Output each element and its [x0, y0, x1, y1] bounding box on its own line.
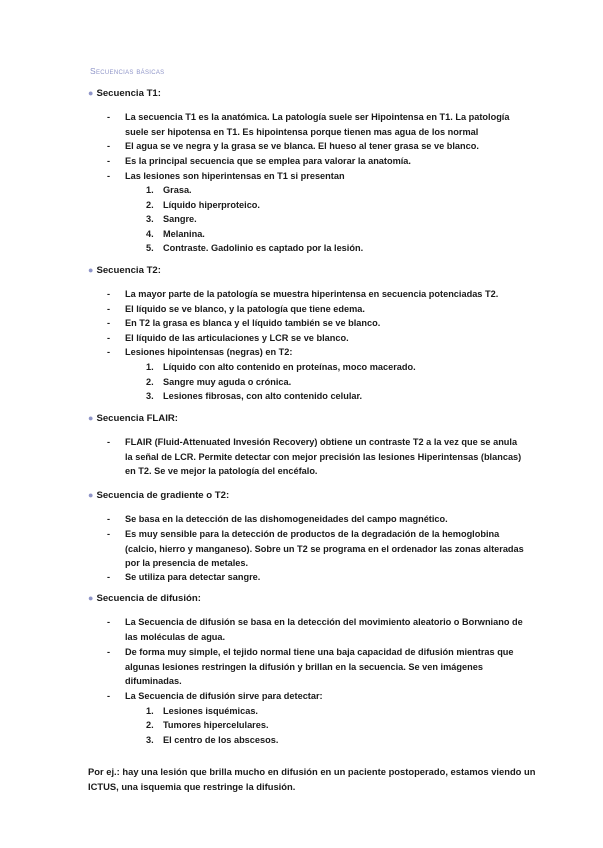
list-item: - De forma muy simple, el tejido normal tiene una baja capacidad de difusión mientras que algunas lesiones restringen la difusión y brillan en la secuencia. Se ven imágenes difuminadas. [107, 647, 514, 686]
list-item: - El líquido se ve blanco, y la patología que tiene edema. [107, 304, 365, 314]
list-item: - En T2 la grasa es blanca y el líquido también se ve blanco. [107, 318, 381, 328]
list-item: - La mayor parte de la patología se muestra hiperintensa en secuencia potenciadas T2. [107, 289, 499, 299]
section-title-gradiente: ● Secuencia de gradiente o T2: [88, 490, 230, 501]
list-item: - Se basa en la detección de las dishomogeneidades del campo magnético. [107, 514, 448, 524]
numbered-item: 5. Contraste. Gadolinio es captado por la lesión. [146, 243, 364, 253]
section-heading: Secuencias básicas [90, 66, 165, 76]
numbered-item: 1. Líquido con alto contenido en proteínas, moco macerado. [146, 362, 416, 372]
list-item: - FLAIR (Fluid-Attenuated Invesión Recovery) obtiene un contraste T2 a la vez que se anula la señal de LCR. Permite detectar con mejor precisión las lesiones Hiperintensas (blancas) en T2. Se ve mejor la patología del encéfalo. [107, 437, 522, 476]
example-note: Por ej.: hay una lesión que brilla mucho en difusión en un paciente postoperado, estamos viendo un ICTUS, una isquemia que restringe la difusión. [88, 766, 536, 792]
bullet-icon: ● [88, 265, 94, 275]
numbered-item: 1. Grasa. [146, 185, 192, 195]
bullet-icon: ● [88, 88, 94, 98]
numbered-item: 4. Melanina. [146, 229, 205, 239]
list-item: - Se utiliza para detectar sangre. [107, 572, 261, 582]
section-title-flair: ● Secuencia FLAIR: [88, 413, 179, 424]
section-title-t2: ● Secuencia T2: [88, 265, 161, 276]
numbered-item: 3. Lesiones fibrosas, con alto contenido celular. [146, 391, 363, 401]
list-item: - Lesiones hipointensas (negras) en T2: [107, 347, 293, 357]
numbered-item: 2. Sangre muy aguda o crónica. [146, 377, 292, 387]
list-item: - Es muy sensible para la detección de productos de la degradación de la hemoglobina (calcio, hierro y manganeso). Sobre un T2 se programa en el ordenador las zonas alteradas por la presencia de metales. [107, 529, 524, 568]
list-item: - El agua se ve negra y la grasa se ve blanca. El hueso al tener grasa se ve blanco. [107, 141, 479, 151]
numbered-item: 1. Lesiones isquémicas. [146, 706, 258, 716]
numbered-item: 2. Tumores hipercelulares. [146, 720, 269, 730]
section-title-t1: ● Secuencia T1: [88, 88, 161, 99]
numbered-item: 3. El centro de los abscesos. [146, 735, 279, 745]
list-item: - La secuencia T1 es la anatómica. La patología suele ser Hipointensa en T1. La patología suele ser hipotensa en T1. Es hipointensa porque tienen mas agua de los normal [107, 112, 510, 137]
numbered-item: 3. Sangre. [146, 214, 197, 224]
list-item: - Las lesiones son hiperintensas en T1 si presentan [107, 171, 345, 181]
bullet-icon: ● [88, 490, 94, 500]
list-item: - El líquido de las articulaciones y LCR se ve blanco. [107, 333, 349, 343]
section-title-difusion: ● Secuencia de difusión: [88, 593, 201, 604]
bullet-icon: ● [88, 413, 94, 423]
list-item: - La Secuencia de difusión sirve para detectar: [107, 691, 323, 701]
list-item: - Es la principal secuencia que se emplea para valorar la anatomía. [107, 156, 411, 166]
bullet-icon: ● [88, 593, 94, 603]
numbered-item: 2. Líquido hiperproteico. [146, 200, 260, 210]
list-item: - La Secuencia de difusión se basa en la detección del movimiento aleatorio o Borwniano de las moléculas de agua. [107, 617, 523, 642]
